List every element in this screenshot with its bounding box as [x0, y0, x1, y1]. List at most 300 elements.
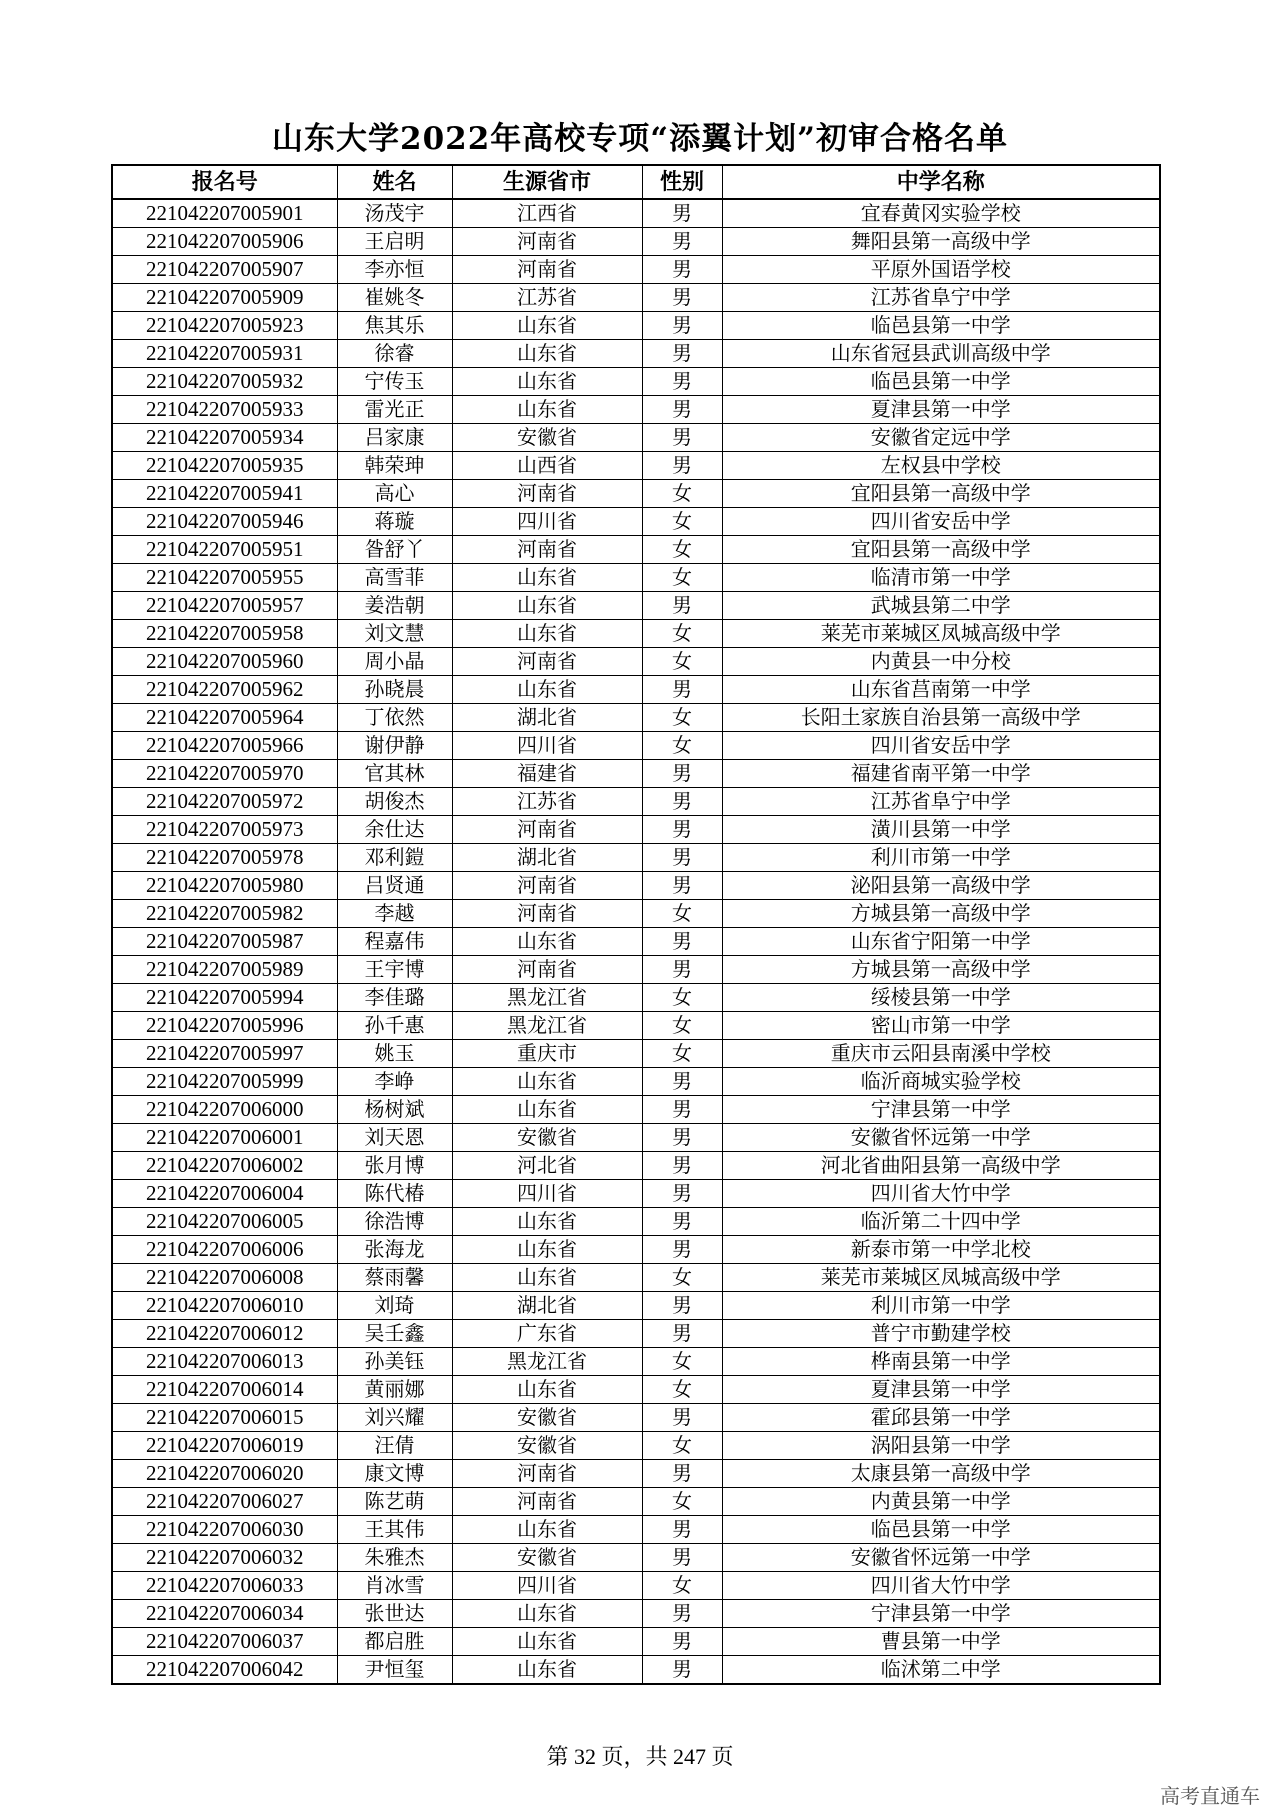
cell-province: 山西省 [452, 452, 642, 480]
cell-registration-id: 221042207005951 [112, 536, 337, 564]
cell-name: 姚玉 [337, 1040, 452, 1068]
table-row [112, 704, 1160, 732]
cell-name: 吕家康 [337, 424, 452, 452]
cell-gender: 女 [642, 480, 722, 508]
cell-gender: 男 [642, 1516, 722, 1544]
cell-school: 莱芜市莱城区凤城高级中学 [722, 1264, 1160, 1292]
cell-name: 吴壬鑫 [337, 1320, 452, 1348]
cell-school: 方城县第一高级中学 [722, 900, 1160, 928]
cell-registration-id: 221042207005989 [112, 956, 337, 984]
cell-name: 丁依然 [337, 704, 452, 732]
cell-province: 江苏省 [452, 788, 642, 816]
cell-registration-id: 221042207005960 [112, 648, 337, 676]
cell-registration-id: 221042207005923 [112, 312, 337, 340]
cell-province: 重庆市 [452, 1040, 642, 1068]
table-row [112, 844, 1160, 872]
cell-gender: 女 [642, 1432, 722, 1460]
cell-registration-id: 221042207005941 [112, 480, 337, 508]
cell-province: 四川省 [452, 1572, 642, 1600]
cell-gender: 男 [642, 1460, 722, 1488]
table-row [112, 1208, 1160, 1236]
cell-registration-id: 221042207005935 [112, 452, 337, 480]
cell-school: 夏津县第一中学 [722, 1376, 1160, 1404]
cell-gender: 男 [642, 312, 722, 340]
table-row [112, 228, 1160, 256]
cell-province: 山东省 [452, 368, 642, 396]
cell-registration-id: 221042207005907 [112, 256, 337, 284]
cell-school: 平原外国语学校 [722, 256, 1160, 284]
cell-name: 昝舒丫 [337, 536, 452, 564]
table-row [112, 1432, 1160, 1460]
cell-school: 四川省安岳中学 [722, 508, 1160, 536]
cell-registration-id: 221042207006037 [112, 1628, 337, 1656]
cell-registration-id: 221042207006010 [112, 1292, 337, 1320]
table-row [112, 872, 1160, 900]
cell-gender: 女 [642, 1264, 722, 1292]
cell-school: 桦南县第一中学 [722, 1348, 1160, 1376]
cell-school: 山东省莒南第一中学 [722, 676, 1160, 704]
cell-school: 四川省大竹中学 [722, 1180, 1160, 1208]
cell-school: 临沭第二中学 [722, 1656, 1160, 1685]
cell-registration-id: 221042207005982 [112, 900, 337, 928]
cell-school: 武城县第二中学 [722, 592, 1160, 620]
cell-province: 安徽省 [452, 1124, 642, 1152]
cell-gender: 女 [642, 1488, 722, 1516]
cell-school: 四川省大竹中学 [722, 1572, 1160, 1600]
cell-gender: 男 [642, 340, 722, 368]
table-row [112, 1460, 1160, 1488]
table-row [112, 592, 1160, 620]
cell-school: 利川市第一中学 [722, 1292, 1160, 1320]
cell-school: 宁津县第一中学 [722, 1600, 1160, 1628]
cell-registration-id: 221042207006004 [112, 1180, 337, 1208]
cell-school: 潢川县第一中学 [722, 816, 1160, 844]
cell-name: 邓利鎧 [337, 844, 452, 872]
cell-registration-id: 221042207005901 [112, 199, 337, 228]
cell-name: 周小晶 [337, 648, 452, 676]
cell-gender: 女 [642, 1376, 722, 1404]
cell-school: 重庆市云阳县南溪中学校 [722, 1040, 1160, 1068]
cell-name: 官其林 [337, 760, 452, 788]
cell-gender: 男 [642, 1600, 722, 1628]
cell-registration-id: 221042207006001 [112, 1124, 337, 1152]
cell-school: 左权县中学校 [722, 452, 1160, 480]
table-row [112, 1376, 1160, 1404]
cell-name: 陈代椿 [337, 1180, 452, 1208]
table-row [112, 1600, 1160, 1628]
table-row [112, 760, 1160, 788]
cell-gender: 男 [642, 1404, 722, 1432]
cell-province: 安徽省 [452, 1544, 642, 1572]
table-row [112, 816, 1160, 844]
cell-registration-id: 221042207005957 [112, 592, 337, 620]
cell-name: 黄丽娜 [337, 1376, 452, 1404]
cell-province: 河南省 [452, 1460, 642, 1488]
table-row [112, 480, 1160, 508]
cell-gender: 女 [642, 536, 722, 564]
cell-name: 雷光正 [337, 396, 452, 424]
table-row [112, 984, 1160, 1012]
cell-registration-id: 221042207005931 [112, 340, 337, 368]
table-row [112, 1236, 1160, 1264]
cell-name: 孙美钰 [337, 1348, 452, 1376]
table-row [112, 1544, 1160, 1572]
cell-school: 方城县第一高级中学 [722, 956, 1160, 984]
cell-registration-id: 221042207005962 [112, 676, 337, 704]
cell-name: 王其伟 [337, 1516, 452, 1544]
cell-gender: 男 [642, 1628, 722, 1656]
cell-name: 谢伊静 [337, 732, 452, 760]
cell-name: 都启胜 [337, 1628, 452, 1656]
cell-gender: 男 [642, 284, 722, 312]
cell-province: 山东省 [452, 1236, 642, 1264]
table-row [112, 1012, 1160, 1040]
cell-name: 刘兴耀 [337, 1404, 452, 1432]
cell-school: 临沂第二十四中学 [722, 1208, 1160, 1236]
cell-registration-id: 221042207006042 [112, 1656, 337, 1685]
cell-registration-id: 221042207005996 [112, 1012, 337, 1040]
column-header-gender: 性别 [642, 165, 722, 199]
cell-gender: 女 [642, 508, 722, 536]
cell-name: 宁传玉 [337, 368, 452, 396]
cell-gender: 男 [642, 676, 722, 704]
cell-province: 四川省 [452, 1180, 642, 1208]
cell-province: 河南省 [452, 228, 642, 256]
cell-province: 黑龙江省 [452, 984, 642, 1012]
table-row [112, 1124, 1160, 1152]
cell-name: 陈艺萌 [337, 1488, 452, 1516]
cell-name: 王宇博 [337, 956, 452, 984]
table-row [112, 256, 1160, 284]
cell-province: 黑龙江省 [452, 1348, 642, 1376]
cell-gender: 女 [642, 704, 722, 732]
cell-registration-id: 221042207006015 [112, 1404, 337, 1432]
cell-registration-id: 221042207006019 [112, 1432, 337, 1460]
cell-gender: 男 [642, 592, 722, 620]
cell-school: 利川市第一中学 [722, 844, 1160, 872]
cell-registration-id: 221042207006000 [112, 1096, 337, 1124]
cell-gender: 女 [642, 1572, 722, 1600]
cell-name: 李亦恒 [337, 256, 452, 284]
cell-name: 蔡雨馨 [337, 1264, 452, 1292]
cell-school: 涡阳县第一中学 [722, 1432, 1160, 1460]
table-row [112, 396, 1160, 424]
cell-registration-id: 221042207006002 [112, 1152, 337, 1180]
cell-registration-id: 221042207005980 [112, 872, 337, 900]
table-row [112, 956, 1160, 984]
cell-school: 临邑县第一中学 [722, 368, 1160, 396]
cell-school: 山东省冠县武训高级中学 [722, 340, 1160, 368]
cell-gender: 女 [642, 984, 722, 1012]
cell-registration-id: 221042207006034 [112, 1600, 337, 1628]
cell-registration-id: 221042207005906 [112, 228, 337, 256]
roster-body [112, 199, 1160, 1684]
cell-school: 宜阳县第一高级中学 [722, 536, 1160, 564]
table-header-row [112, 165, 1160, 199]
cell-registration-id: 221042207006008 [112, 1264, 337, 1292]
cell-registration-id: 221042207006030 [112, 1516, 337, 1544]
cell-registration-id: 221042207006033 [112, 1572, 337, 1600]
cell-province: 福建省 [452, 760, 642, 788]
cell-province: 山东省 [452, 396, 642, 424]
table-row [112, 1628, 1160, 1656]
table-row [112, 620, 1160, 648]
cell-name: 徐睿 [337, 340, 452, 368]
column-header-school: 中学名称 [722, 165, 1160, 199]
cell-province: 山东省 [452, 1068, 642, 1096]
cell-name: 孙晓晨 [337, 676, 452, 704]
cell-province: 山东省 [452, 676, 642, 704]
cell-registration-id: 221042207006013 [112, 1348, 337, 1376]
column-header-province: 生源省市 [452, 165, 642, 199]
cell-registration-id: 221042207005987 [112, 928, 337, 956]
cell-school: 临邑县第一中学 [722, 1516, 1160, 1544]
cell-school: 山东省宁阳第一中学 [722, 928, 1160, 956]
cell-name: 汪倩 [337, 1432, 452, 1460]
table-row [112, 424, 1160, 452]
cell-school: 内黄县第一中学 [722, 1488, 1160, 1516]
cell-registration-id: 221042207005972 [112, 788, 337, 816]
cell-gender: 男 [642, 1124, 722, 1152]
table-row [112, 1264, 1160, 1292]
cell-gender: 男 [642, 1152, 722, 1180]
table-row [112, 1068, 1160, 1096]
cell-school: 临邑县第一中学 [722, 312, 1160, 340]
cell-province: 山东省 [452, 564, 642, 592]
cell-gender: 男 [642, 928, 722, 956]
cell-gender: 男 [642, 1544, 722, 1572]
cell-province: 湖北省 [452, 704, 642, 732]
cell-name: 姜浩朝 [337, 592, 452, 620]
cell-gender: 女 [642, 1348, 722, 1376]
cell-gender: 男 [642, 256, 722, 284]
cell-province: 山东省 [452, 928, 642, 956]
column-header-registration-id: 报名号 [112, 165, 337, 199]
cell-province: 四川省 [452, 732, 642, 760]
cell-gender: 女 [642, 732, 722, 760]
cell-province: 江西省 [452, 199, 642, 228]
table-row [112, 199, 1160, 228]
cell-province: 四川省 [452, 508, 642, 536]
cell-province: 河南省 [452, 536, 642, 564]
cell-province: 山东省 [452, 1376, 642, 1404]
cell-province: 山东省 [452, 1208, 642, 1236]
cell-registration-id: 221042207005970 [112, 760, 337, 788]
cell-name: 刘文慧 [337, 620, 452, 648]
table-row [112, 564, 1160, 592]
cell-gender: 女 [642, 648, 722, 676]
page-footer: 第 32 页，共 247 页 [546, 1744, 734, 1769]
cell-gender: 男 [642, 1208, 722, 1236]
cell-registration-id: 221042207005994 [112, 984, 337, 1012]
cell-gender: 男 [642, 1656, 722, 1685]
cell-name: 张海龙 [337, 1236, 452, 1264]
cell-gender: 女 [642, 900, 722, 928]
cell-province: 河南省 [452, 256, 642, 284]
table-row [112, 1572, 1160, 1600]
table-row [112, 732, 1160, 760]
cell-school: 宜阳县第一高级中学 [722, 480, 1160, 508]
cell-school: 四川省安岳中学 [722, 732, 1160, 760]
cell-registration-id: 221042207005909 [112, 284, 337, 312]
cell-name: 韩荣珅 [337, 452, 452, 480]
cell-province: 山东省 [452, 620, 642, 648]
cell-province: 黑龙江省 [452, 1012, 642, 1040]
cell-registration-id: 221042207006005 [112, 1208, 337, 1236]
table-row [112, 1320, 1160, 1348]
cell-gender: 男 [642, 452, 722, 480]
cell-registration-id: 221042207005966 [112, 732, 337, 760]
cell-province: 安徽省 [452, 1404, 642, 1432]
cell-registration-id: 221042207005933 [112, 396, 337, 424]
cell-province: 山东省 [452, 1516, 642, 1544]
cell-name: 刘天恩 [337, 1124, 452, 1152]
cell-province: 河南省 [452, 1488, 642, 1516]
cell-school: 密山市第一中学 [722, 1012, 1160, 1040]
cell-gender: 男 [642, 760, 722, 788]
watermark-text: 高考直通车 [1160, 1784, 1260, 1808]
cell-registration-id: 221042207005997 [112, 1040, 337, 1068]
cell-gender: 女 [642, 1012, 722, 1040]
cell-gender: 男 [642, 844, 722, 872]
cell-province: 山东省 [452, 1264, 642, 1292]
cell-school: 霍邱县第一中学 [722, 1404, 1160, 1432]
cell-gender: 男 [642, 816, 722, 844]
cell-registration-id: 221042207006032 [112, 1544, 337, 1572]
cell-school: 绥棱县第一中学 [722, 984, 1160, 1012]
cell-name: 杨树斌 [337, 1096, 452, 1124]
cell-school: 内黄县一中分校 [722, 648, 1160, 676]
table-row [112, 284, 1160, 312]
cell-gender: 女 [642, 620, 722, 648]
cell-registration-id: 221042207006020 [112, 1460, 337, 1488]
document-title: 山东大学2022年高校专项“添翼计划”初审合格名单 [272, 121, 1008, 157]
cell-province: 山东省 [452, 1656, 642, 1685]
cell-registration-id: 221042207005978 [112, 844, 337, 872]
table-row [112, 648, 1160, 676]
cell-province: 江苏省 [452, 284, 642, 312]
cell-name: 张月博 [337, 1152, 452, 1180]
table-row [112, 1152, 1160, 1180]
table-row [112, 312, 1160, 340]
cell-school: 安徽省怀远第一中学 [722, 1544, 1160, 1572]
cell-school: 泌阳县第一高级中学 [722, 872, 1160, 900]
table-row [112, 1656, 1160, 1685]
cell-school: 河北省曲阳县第一高级中学 [722, 1152, 1160, 1180]
cell-school: 普宁市勤建学校 [722, 1320, 1160, 1348]
column-header-name: 姓名 [337, 165, 452, 199]
cell-province: 山东省 [452, 340, 642, 368]
cell-name: 李佳璐 [337, 984, 452, 1012]
table-row [112, 1516, 1160, 1544]
table-row [112, 368, 1160, 396]
cell-school: 曹县第一中学 [722, 1628, 1160, 1656]
cell-gender: 男 [642, 956, 722, 984]
cell-province: 河南省 [452, 956, 642, 984]
cell-school: 宜春黄冈实验学校 [722, 199, 1160, 228]
cell-name: 高心 [337, 480, 452, 508]
cell-name: 程嘉伟 [337, 928, 452, 956]
cell-name: 朱雅杰 [337, 1544, 452, 1572]
cell-registration-id: 221042207006027 [112, 1488, 337, 1516]
cell-gender: 女 [642, 1040, 722, 1068]
cell-name: 尹恒玺 [337, 1656, 452, 1685]
cell-registration-id: 221042207005973 [112, 816, 337, 844]
cell-name: 吕贤通 [337, 872, 452, 900]
cell-gender: 男 [642, 788, 722, 816]
cell-school: 宁津县第一中学 [722, 1096, 1160, 1124]
cell-school: 江苏省阜宁中学 [722, 788, 1160, 816]
cell-province: 河南省 [452, 648, 642, 676]
table-row [112, 928, 1160, 956]
cell-name: 高雪菲 [337, 564, 452, 592]
cell-gender: 男 [642, 872, 722, 900]
cell-gender: 男 [642, 1180, 722, 1208]
table-row [112, 1180, 1160, 1208]
cell-name: 孙千惠 [337, 1012, 452, 1040]
cell-school: 长阳土家族自治县第一高级中学 [722, 704, 1160, 732]
cell-province: 河北省 [452, 1152, 642, 1180]
cell-province: 山东省 [452, 592, 642, 620]
cell-gender: 男 [642, 1068, 722, 1096]
cell-gender: 男 [642, 1096, 722, 1124]
cell-gender: 男 [642, 368, 722, 396]
cell-registration-id: 221042207006012 [112, 1320, 337, 1348]
cell-province: 安徽省 [452, 1432, 642, 1460]
cell-registration-id: 221042207005946 [112, 508, 337, 536]
table-row [112, 676, 1160, 704]
cell-registration-id: 221042207005934 [112, 424, 337, 452]
cell-school: 太康县第一高级中学 [722, 1460, 1160, 1488]
cell-registration-id: 221042207006014 [112, 1376, 337, 1404]
cell-name: 王启明 [337, 228, 452, 256]
table-row [112, 900, 1160, 928]
cell-school: 舞阳县第一高级中学 [722, 228, 1160, 256]
table-row [112, 340, 1160, 368]
table-row [112, 1404, 1160, 1432]
cell-school: 新泰市第一中学北校 [722, 1236, 1160, 1264]
table-row [112, 536, 1160, 564]
cell-gender: 男 [642, 1320, 722, 1348]
cell-province: 湖北省 [452, 844, 642, 872]
cell-gender: 女 [642, 564, 722, 592]
cell-school: 临沂商城实验学校 [722, 1068, 1160, 1096]
cell-registration-id: 221042207006006 [112, 1236, 337, 1264]
cell-name: 胡俊杰 [337, 788, 452, 816]
cell-school: 莱芜市莱城区凤城高级中学 [722, 620, 1160, 648]
cell-province: 山东省 [452, 1628, 642, 1656]
cell-province: 山东省 [452, 1096, 642, 1124]
table-row [112, 1348, 1160, 1376]
table-row [112, 1096, 1160, 1124]
cell-province: 安徽省 [452, 424, 642, 452]
cell-province: 广东省 [452, 1320, 642, 1348]
cell-name: 张世达 [337, 1600, 452, 1628]
cell-province: 河南省 [452, 480, 642, 508]
cell-name: 李越 [337, 900, 452, 928]
cell-province: 山东省 [452, 1600, 642, 1628]
cell-name: 李峥 [337, 1068, 452, 1096]
cell-province: 河南省 [452, 900, 642, 928]
cell-province: 河南省 [452, 872, 642, 900]
cell-name: 汤茂宇 [337, 199, 452, 228]
table-row [112, 508, 1160, 536]
cell-name: 余仕达 [337, 816, 452, 844]
cell-gender: 男 [642, 424, 722, 452]
cell-province: 山东省 [452, 312, 642, 340]
table-row [112, 1040, 1160, 1068]
cell-name: 焦其乐 [337, 312, 452, 340]
